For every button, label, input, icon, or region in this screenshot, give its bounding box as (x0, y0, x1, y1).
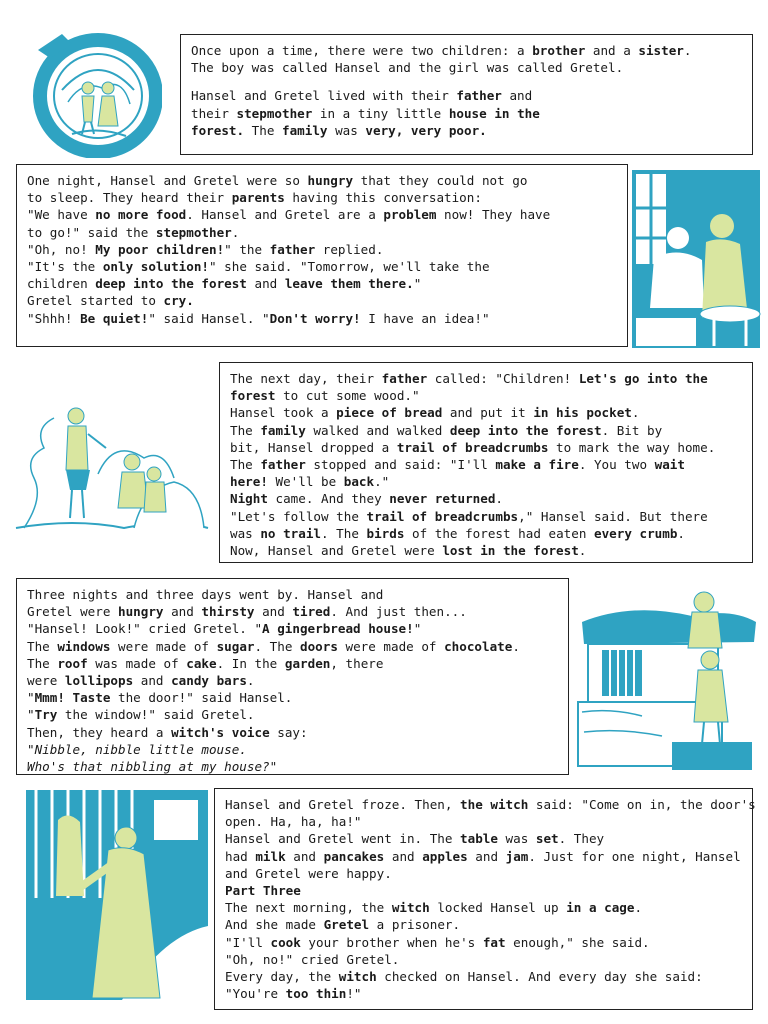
key-phrase: A gingerbread house! (262, 621, 414, 637)
story-text: of the forest had eaten (404, 525, 594, 541)
story-text: and a (585, 43, 639, 58)
story-line (27, 706, 558, 723)
hansel-in-cage-illustration (22, 786, 212, 1004)
story-paragraph-intro (180, 34, 753, 155)
story-text: and (163, 604, 202, 620)
story-line (27, 172, 617, 189)
story-text: replied. (315, 241, 384, 257)
story-line (27, 655, 558, 672)
story-text: and (467, 848, 506, 864)
story-text: to mark the way home. (548, 439, 716, 455)
key-phrase: trail of breadcrumbs (366, 508, 519, 524)
rhyme-text: Who's that nibbling at my house?" (27, 759, 278, 775)
story-text: were made of (337, 638, 445, 654)
story-line (230, 422, 742, 439)
story-text: " (413, 621, 422, 637)
key-phrase: My poor children! (95, 241, 225, 257)
story-line (230, 387, 742, 404)
key-phrase: forest (230, 388, 276, 404)
key-phrase: trail of breadcrumbs (396, 439, 549, 455)
story-line (27, 224, 617, 241)
story-text: and (384, 848, 423, 864)
story-text: . They (558, 831, 605, 847)
story-line (225, 916, 742, 933)
children-medallion-illustration (32, 30, 162, 158)
story-text: and (246, 276, 285, 292)
key-phrase: brother (532, 43, 586, 58)
story-text: . The (321, 525, 367, 541)
story-text: and (133, 673, 172, 689)
story-line (230, 490, 742, 507)
key-phrase: father (269, 241, 316, 257)
story-line (225, 985, 742, 1002)
story-text: Three nights and three days went by. Hansel and (27, 587, 384, 602)
key-phrase: hungry (307, 173, 354, 188)
key-phrase: father (260, 457, 306, 473)
story-text: . Hansel and Gretel are a (186, 207, 384, 223)
story-line (191, 87, 742, 104)
key-phrase: doors (300, 638, 338, 654)
key-phrase: never returned (389, 491, 496, 507)
story-line (191, 59, 742, 76)
story-text: now! They have (436, 207, 551, 223)
story-text: . (631, 405, 640, 421)
story-line (225, 813, 742, 830)
key-phrase: too thin (285, 986, 347, 1002)
story-text: came. And they (267, 491, 390, 507)
key-phrase: fat (482, 934, 506, 950)
story-line (27, 672, 558, 689)
story-text: in a tiny little (312, 105, 449, 121)
story-text: . (512, 638, 520, 654)
story-line (27, 241, 617, 258)
story-line (27, 603, 558, 620)
key-phrase: roof (57, 655, 88, 671)
story-line (27, 758, 558, 775)
key-phrase: hungry (118, 604, 164, 620)
key-phrase: family (260, 422, 306, 438)
story-text: was (230, 525, 261, 541)
story-text: The boy was called Hansel and the girl was called Gretel. (191, 60, 624, 76)
key-phrase: leave them there. (284, 276, 414, 292)
key-phrase: chocolate (444, 638, 513, 654)
story-line (191, 122, 742, 139)
key-phrase: witch (391, 900, 430, 916)
story-text: and put it (442, 405, 534, 421)
story-text: Now, Hansel and Gretel were (230, 543, 443, 559)
story-text: " (27, 690, 35, 706)
key-phrase: garden (284, 655, 331, 671)
key-phrase: Gretel (323, 917, 370, 933)
story-text: the door!" said Hansel. (110, 690, 293, 706)
story-paragraph-conversation (16, 164, 628, 347)
story-text: bit, Hansel dropped a (230, 439, 397, 455)
story-text: "We have (27, 207, 96, 223)
story-text: Hansel and Gretel lived with their (191, 88, 457, 104)
story-text: . Just for one night, Hansel (528, 848, 741, 864)
key-phrase: stepmother (155, 224, 232, 240)
key-phrase: lollipops (64, 673, 134, 689)
story-text: called: "Children! (427, 371, 579, 386)
story-text: "Let's follow the (230, 508, 367, 524)
story-text: . In the (216, 655, 285, 671)
story-text: ," Hansel said. But there (518, 508, 708, 524)
story-text: the window!" said Gretel. (57, 707, 255, 723)
story-line (225, 848, 742, 865)
story-text: !" (346, 986, 362, 1002)
key-phrase: deep into the forest (449, 422, 602, 438)
key-phrase: piece of bread (336, 405, 443, 421)
story-text: and Gretel were happy. (225, 865, 392, 881)
story-text (224, 725, 232, 740)
key-phrase: set (535, 831, 559, 847)
story-line (225, 899, 742, 916)
story-paragraph-breadcrumbs (219, 362, 753, 563)
story-text: "Shhh! (27, 310, 81, 326)
story-text: The (27, 655, 58, 671)
story-text: Hansel took a (230, 405, 337, 421)
key-phrase: no trail (260, 525, 322, 541)
key-phrase: cake (186, 655, 217, 671)
key-phrase: cry. (163, 293, 194, 309)
story-line (27, 292, 617, 309)
key-phrase: table (460, 831, 498, 847)
key-phrase: no more food (95, 207, 187, 223)
key-phrase: make a fire (495, 457, 579, 473)
key-phrase: every crumb (594, 525, 678, 541)
key-phrase: back (343, 474, 375, 490)
story-text: enough," she said. (505, 934, 650, 950)
story-text: The (230, 422, 261, 438)
story-text: . (677, 525, 685, 541)
children-in-forest-illustration (14, 378, 210, 538)
story-text: . Bit by (601, 422, 663, 438)
story-text: " she said. "Tomorrow, we'll take the (208, 259, 490, 275)
story-text: . (634, 900, 643, 916)
story-text: and (501, 88, 533, 104)
story-text: "It's the (27, 259, 103, 275)
key-phrase: Don't worry! (269, 310, 361, 326)
story-paragraph-gingerbread (16, 578, 569, 775)
story-line (191, 105, 742, 122)
story-line (27, 310, 617, 327)
key-phrase: Try (34, 707, 58, 723)
story-line (230, 404, 742, 421)
key-phrase: thirsty (201, 604, 255, 620)
story-text: "I'll (225, 934, 271, 950)
story-text: ." (374, 474, 390, 490)
story-text: "You're (225, 986, 286, 1002)
story-text: a prisoner. (369, 917, 461, 933)
story-text: The next day, their (230, 371, 382, 386)
key-phrase: very, very poor. (365, 122, 487, 138)
story-line (230, 456, 742, 473)
key-phrase: Night (230, 491, 268, 507)
story-text: Every day, the (225, 969, 339, 985)
story-text: locked Hansel up (429, 900, 567, 916)
story-text: The next morning, the (225, 900, 392, 916)
story-text: say: (269, 724, 308, 740)
story-line (230, 508, 742, 525)
story-line (27, 586, 558, 603)
story-text: and (254, 604, 293, 620)
story-text: having this conversation: (284, 190, 482, 206)
story-text: , there (330, 655, 384, 671)
story-line (27, 638, 558, 655)
story-text: Then, they heard a (27, 724, 172, 740)
story-text: Hansel and Gretel froze. Then, (225, 797, 461, 812)
story-text: " the (224, 241, 270, 257)
story-line (225, 968, 742, 985)
story-line (225, 882, 742, 899)
story-text: " (27, 707, 35, 723)
story-text: . You two (578, 457, 655, 473)
story-line (225, 830, 742, 847)
key-phrase: father (381, 371, 428, 386)
story-line (225, 796, 756, 813)
story-paragraph-witch (214, 788, 756, 1010)
story-text: open. Ha, ha, ha!" (225, 814, 362, 830)
story-text: " (413, 276, 422, 292)
story-text: walked and walked (305, 422, 450, 438)
story-text: . (246, 673, 255, 689)
story-text: to cut some wood." (275, 388, 420, 404)
story-text: I have an idea!" (360, 310, 490, 326)
story-text: Once upon a time, there were two children: a (191, 43, 533, 58)
story-text: The (244, 122, 282, 138)
story-text: their (191, 105, 237, 121)
story-text: to sleep. They heard their (27, 190, 232, 206)
story-text: checked on Hansel. And every day she said: (376, 969, 703, 985)
story-text: . (231, 224, 240, 240)
story-text: children (27, 276, 96, 292)
story-text: " said Hansel. " (148, 310, 270, 326)
story-text: . (683, 43, 692, 58)
story-line (27, 689, 558, 706)
story-text: "Oh, no! (27, 241, 96, 257)
story-line (230, 525, 742, 542)
story-line (230, 473, 742, 490)
key-phrase: in the (494, 105, 540, 121)
story-text: "Oh, no!" cried Gretel. (225, 951, 400, 967)
key-phrase: Mmm! Taste (34, 690, 111, 706)
story-text: that they could not go (353, 173, 528, 188)
story-text: . And just then... (330, 604, 467, 620)
key-phrase: witch (338, 969, 377, 985)
story-text: And she made (225, 917, 324, 933)
story-text: One night, Hansel and Gretel were so (27, 173, 308, 188)
key-phrase: apples (422, 848, 468, 864)
story-text: said: "Come on in, the door's (528, 797, 756, 812)
story-line (27, 620, 558, 637)
key-phrase: witch's (171, 724, 225, 740)
story-line (27, 275, 617, 292)
story-line (27, 724, 558, 741)
key-phrase: voice (231, 724, 270, 740)
key-phrase: sugar (216, 638, 255, 654)
gingerbread-house-illustration (572, 582, 762, 774)
story-text: was (497, 831, 536, 847)
story-line (27, 206, 617, 223)
key-phrase: forest. (191, 122, 245, 138)
story-line (27, 258, 617, 275)
story-line (27, 189, 617, 206)
story-line (27, 741, 558, 758)
story-line (230, 370, 742, 387)
key-phrase: only solution! (102, 259, 209, 275)
key-phrase: father (456, 88, 502, 104)
story-text: had (225, 848, 256, 864)
key-phrase: here! (230, 474, 268, 490)
parents-talking-illustration (630, 168, 762, 350)
story-text: was made of (87, 655, 187, 671)
story-text: Hansel and Gretel went in. The (225, 831, 461, 847)
story-text: . (495, 491, 503, 507)
rhyme-text: "Nibble, nibble little mouse. (27, 741, 247, 757)
story-text: Gretel started to (27, 293, 164, 309)
story-text: We'll be (267, 474, 344, 490)
key-phrase: sister (638, 43, 684, 58)
key-phrase: parents (231, 190, 285, 206)
key-phrase: milk (255, 848, 286, 864)
key-phrase: birds (366, 525, 405, 541)
key-phrase: problem (383, 207, 437, 223)
key-phrase: Part Three (225, 883, 301, 899)
story-text: Gretel were (27, 604, 118, 620)
key-phrase: tired (292, 604, 331, 620)
story-text: your brother when he's (300, 934, 483, 950)
story-line (230, 542, 742, 559)
key-phrase: family (282, 122, 328, 138)
story-text: and (285, 848, 324, 864)
key-phrase: deep into the forest (95, 276, 247, 292)
story-text: The (230, 457, 261, 473)
key-phrase: lost in the forest (442, 543, 579, 559)
key-phrase: in a cage (566, 900, 635, 916)
story-text: was (327, 122, 366, 138)
story-line (225, 934, 742, 951)
key-phrase: cook (270, 934, 301, 950)
story-text: . (578, 543, 587, 559)
key-phrase: pancakes (323, 848, 385, 864)
story-text: . The (254, 638, 300, 654)
key-phrase: in his pocket (533, 405, 632, 421)
story-text: were (27, 673, 65, 689)
story-line (191, 42, 742, 59)
story-line (225, 951, 742, 968)
key-phrase: jam (505, 848, 529, 864)
story-text: The (27, 638, 58, 654)
key-phrase: wait (654, 457, 685, 473)
key-phrase: house (448, 105, 487, 121)
story-text: stopped and said: "I'll (305, 457, 496, 473)
key-phrase: candy bars (171, 673, 247, 689)
key-phrase: stepmother (236, 105, 313, 121)
story-text: "Hansel! Look!" cried Gretel. " (27, 621, 263, 637)
story-text: were made of (110, 638, 217, 654)
key-phrase: windows (57, 638, 111, 654)
key-phrase: Let's go into the (578, 371, 708, 386)
story-line (230, 439, 742, 456)
key-phrase: Be quiet! (80, 310, 149, 326)
key-phrase: the witch (460, 797, 529, 812)
story-text: to go!" said the (27, 224, 156, 240)
story-line (225, 865, 742, 882)
